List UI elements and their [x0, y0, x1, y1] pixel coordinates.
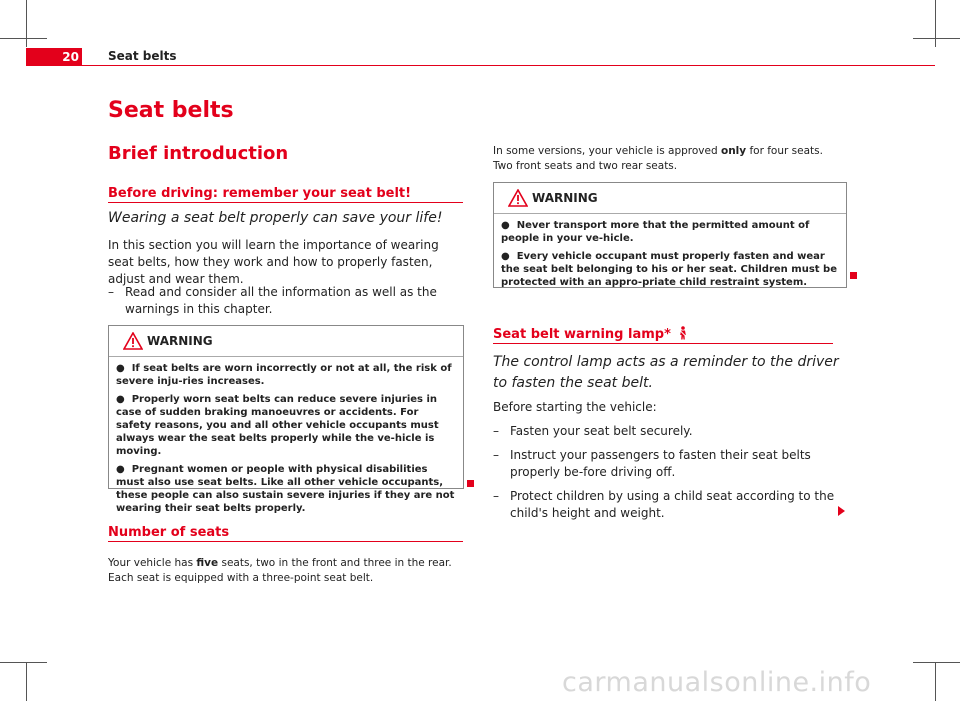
end-of-section-icon [467, 480, 474, 487]
section-intro: The control lamp acts as a reminder to the driver to fasten the seat belt. [493, 354, 839, 391]
warning-item: ● Never transport more that the permitted amount of people in your ve-hicle. [501, 220, 810, 244]
end-of-section-icon [850, 272, 857, 279]
instruction-step [493, 423, 843, 440]
warning-item: ● Every vehicle occupant must properly fasten and wear the seat belt belonging to his or her seat. Children must be protected with an appro-priate child restraint system. [501, 251, 837, 288]
warning-item-text: If seat belts are worn incorrectly or not at all, the risk of severe inju-ries increases. [116, 363, 452, 387]
section-heading-warning-lamp [493, 326, 688, 342]
crop-mark [935, 662, 936, 701]
instruction-step [493, 447, 843, 481]
instruction-step [108, 284, 468, 318]
warning-body [494, 214, 846, 298]
warning-body [109, 357, 463, 524]
step-dash: – [493, 424, 499, 438]
step-text: Read and consider all the information as well as the warnings in this chapter. [125, 285, 437, 316]
warning-box [493, 182, 847, 288]
warning-item-text: Pregnant women or people with physical disabilities must also use seat belts. Like all other vehicle occupants, these people can also sustain severe injuries if they are not wearing their seat belts properly. [116, 464, 455, 514]
warning-item-text: Properly worn seat belts can reduce severe injuries in case of sudden braking manoeuvres or accidents. For safety reasons, you and all other vehicle occupants must always wear the seat belts properly while the ve-hicle is moving. [116, 394, 439, 457]
crop-mark [913, 38, 960, 39]
section-heading-before-driving: Before driving: remember your seat belt! [108, 186, 412, 201]
warning-item: ● Properly worn seat belts can reduce severe injuries in case of sudden braking manoeuvres or accidents. For safety reasons, you and all other vehicle occupants must always wear the seat belts properly while the ve-hicle is moving. [116, 394, 439, 457]
crop-mark [0, 38, 47, 39]
section-rule [108, 541, 463, 542]
seat-approval-text [493, 144, 843, 174]
text-part: In some versions, your vehicle is approved [493, 145, 721, 157]
warning-item-text: Every vehicle occupant must properly fasten and wear the seat belt belonging to his or her seat. Children must be protected with an appro-priate child restraint system. [501, 251, 837, 288]
section-rule [493, 343, 833, 344]
warning-item: ● If seat belts are worn incorrectly or not at all, the risk of severe inju-ries increases. [116, 363, 452, 387]
text-part: seats, two in the front and three in the rear. Each seat is equipped with a three-point seat belt. [108, 557, 452, 584]
warning-header [494, 183, 846, 214]
section-rule [108, 202, 463, 203]
section-heading-number-of-seats: Number of seats [108, 525, 230, 540]
section-body: Before starting the vehicle: [493, 400, 657, 414]
warning-item-text: Never transport more that the permitted amount of people in your ve-hicle. [501, 220, 810, 244]
text-part: for four seats. Two front seats and two rear seats. [493, 145, 823, 172]
crop-mark [26, 662, 27, 701]
crop-mark [913, 662, 960, 663]
section-body: In this section you will learn the importance of wearing seat belts, how they work and how to properly fasten, adjust and wear them. [108, 238, 439, 286]
text-part: Your vehicle has [108, 557, 197, 569]
warning-title: WARNING [532, 191, 598, 205]
step-dash: – [108, 285, 114, 299]
warning-title: WARNING [147, 334, 213, 348]
page-title: Seat belts [108, 98, 234, 123]
warning-triangle-icon [508, 189, 528, 207]
header-rule [82, 65, 935, 66]
seatbelt-lamp-icon [678, 326, 688, 340]
emphasis-five: five [196, 557, 219, 569]
step-text: Fasten your seat belt securely. [510, 424, 693, 438]
warning-box [108, 325, 464, 514]
warning-triangle-icon [123, 332, 143, 350]
page-number: 20 [62, 50, 79, 64]
emphasis-only: only [720, 145, 747, 157]
step-text: Protect children by using a child seat according to the child's height and weight. [510, 489, 835, 520]
crop-mark [0, 662, 47, 663]
warning-item: ● Pregnant women or people with physical disabilities must also use seat belts. Like all other vehicle occupants, these people can also sustain severe injuries if they are not wearing their seat belts properly. [116, 464, 455, 514]
number-of-seats-text [108, 556, 468, 586]
step-dash: – [493, 448, 499, 462]
watermark: carmanualsonline.info [562, 667, 872, 698]
crop-mark [935, 0, 936, 47]
chapter-subtitle: Brief introduction [108, 143, 289, 164]
heading-text: Seat belt warning lamp* [493, 327, 671, 342]
step-dash: – [493, 489, 499, 503]
continue-arrow-icon [838, 506, 845, 516]
instruction-step [493, 488, 843, 522]
running-title: Seat belts [108, 49, 177, 63]
crop-mark [26, 0, 27, 47]
warning-header [109, 326, 463, 357]
section-intro: Wearing a seat belt properly can save your life! [108, 210, 443, 226]
step-text: Instruct your passengers to fasten their seat belts properly be-fore driving off. [510, 448, 811, 479]
